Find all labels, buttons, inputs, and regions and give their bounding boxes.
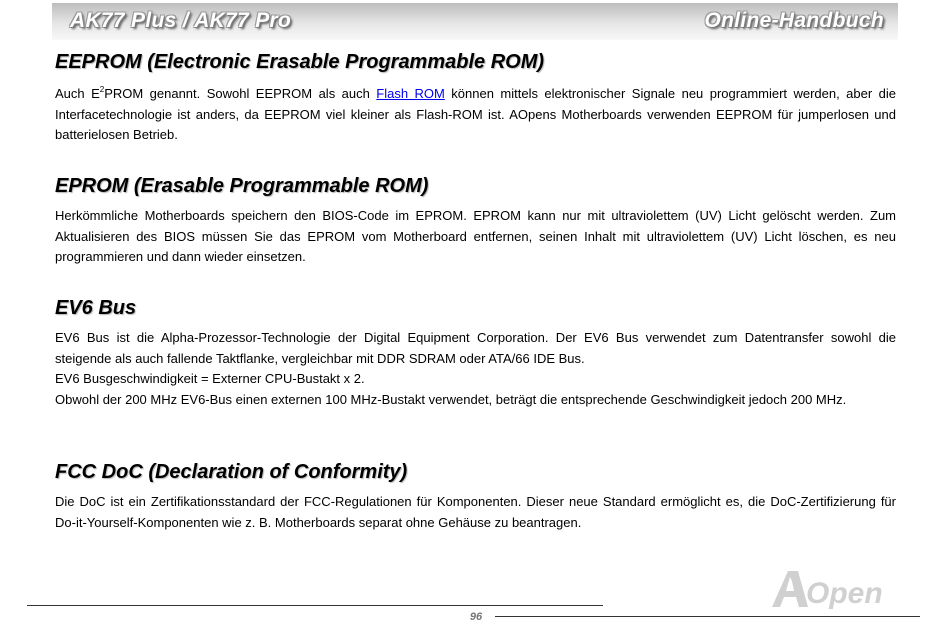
footer-divider-left [27, 605, 603, 606]
footer-divider-right [495, 616, 920, 617]
text-segment: Auch E [55, 86, 100, 101]
section-fcc-doc [55, 460, 896, 533]
aopen-logo [768, 567, 893, 609]
paragraph-eeprom [55, 84, 896, 146]
logo-text: Open [806, 577, 883, 609]
section-ev6-bus [55, 296, 896, 410]
manual-type-title: Online-Handbuch [704, 9, 884, 32]
paragraph-fcc-doc: Die DoC ist ein Zertifikationsstandard der FCC-Regulationen für Komponenten. Dieser neue Standard ermöglicht es, die DoC-Zertifizierung für Do-it-Yourself-Komponenten wie z. B. Motherboards separat ohne Gehäuse zu beantragen. [55, 494, 896, 530]
heading-ev6-bus: EV6 Bus [55, 297, 137, 319]
paragraph-eprom: Herkömmliche Motherboards speichern den BIOS-Code im EPROM. EPROM kann nur mit ultraviolettem (UV) Licht gelöscht werden. Zum Aktualisieren des BIOS müssen Sie das EPROM vom Motherboard entfernen, seinen Inhalt mit ultraviolettem (UV) Licht löschen, es neu programmieren und dann wieder einsetzen. [55, 208, 896, 264]
section-eeprom [55, 50, 896, 146]
text-segment: PROM genannt. Sowohl EEPROM als auch [104, 86, 377, 101]
page-number: 96 [466, 611, 486, 623]
section-eprom [55, 174, 896, 268]
paragraph-ev6-bus-3: Obwohl der 200 MHz EV6-Bus einen externen 100 MHz-Bustakt verwendet, beträgt die entsprechende Geschwindigkeit jedoch 200 MHz. [55, 391, 847, 407]
header-banner [52, 3, 898, 40]
heading-eeprom: EEPROM (Electronic Erasable Programmable ROM) [55, 51, 545, 73]
paragraph-ev6-bus-1: EV6 Bus ist die Alpha-Prozessor-Technologie der Digital Equipment Corporation. Der EV6 Bus verwendet zum Datentransfer sowohl die steigende als auch fallende Taktflanke, vergleichbar mit DDR SDRAM oder ATA/66 IDE Bus. [55, 330, 896, 366]
superscript: 2 [99, 84, 105, 94]
heading-fcc-doc: FCC DoC (Declaration of Conformity) [55, 461, 408, 483]
paragraph-ev6-bus-2: EV6 Busgeschwindigkeit = Externer CPU-Bustakt x 2. [55, 371, 365, 386]
heading-eprom: EPROM (Erasable Programmable ROM) [55, 175, 429, 197]
flash-rom-link[interactable]: Flash ROM [376, 86, 445, 101]
text-segment: können mittels elektronischer Signale neu programmiert werden, aber die Interfacetechnologie ist anders, da EEPROM viel kleiner als Flash-ROM ist. AOpens Motherboards verwenden EEPROM für jumperlosen und batterielosen Betrieb. [55, 86, 896, 142]
manual-model-title: AK77 Plus / AK77 Pro [70, 9, 292, 32]
